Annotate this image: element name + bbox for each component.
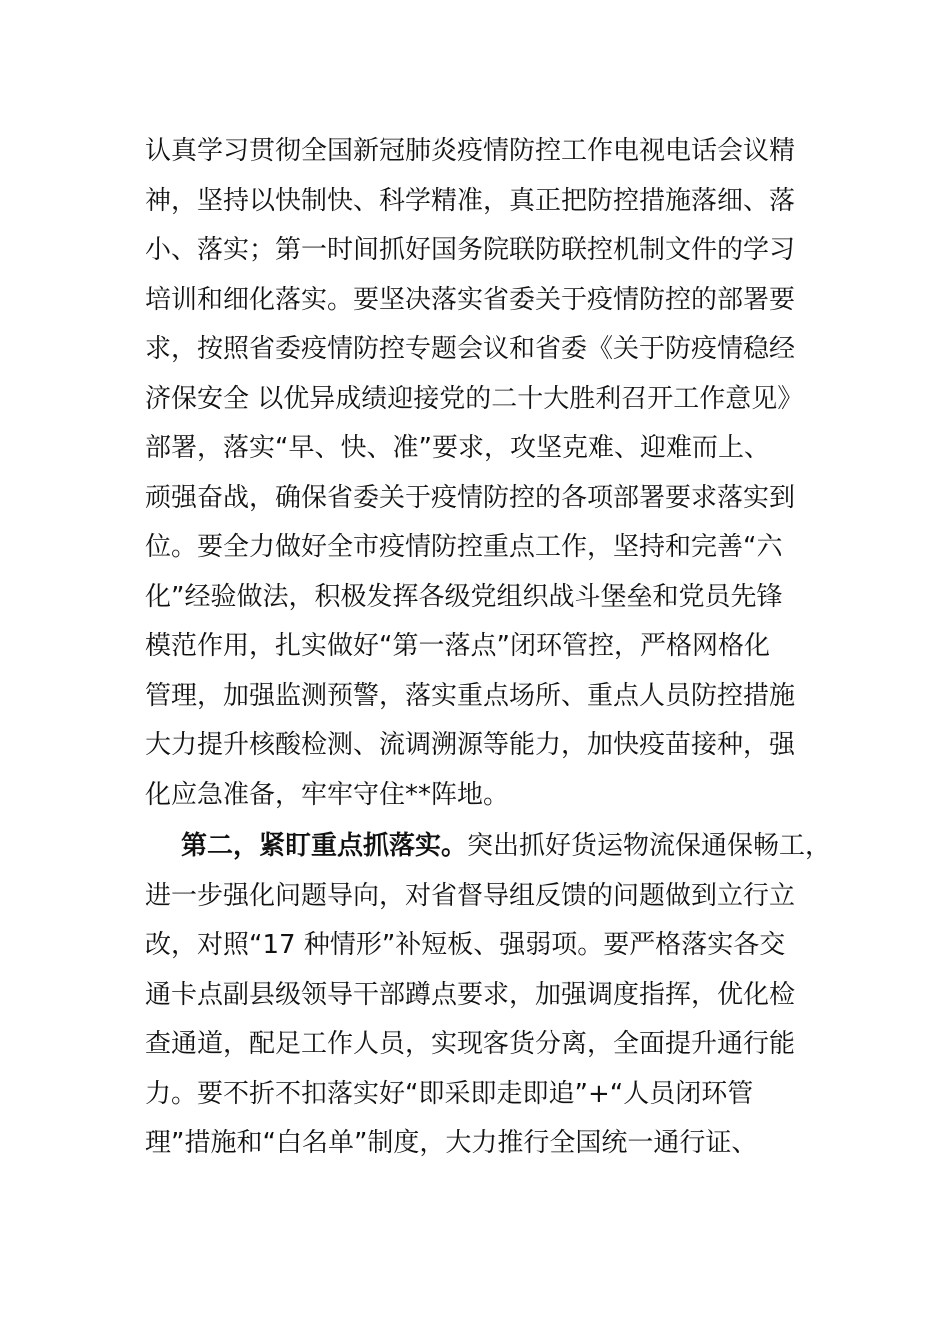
paragraph-1-line: 培训和细化落实。要坚决落实省委关于疫情防控的部署要: [145, 284, 796, 315]
paragraph-1-line: 大力提升核酸检测、流调溯源等能力，加快疫苗接种，强: [145, 730, 796, 760]
paragraph-1-line: 化”经验做法，积极发挥各级党组织战斗堡垒和党员先锋: [145, 581, 783, 612]
paragraph-1-line: 济保安全 以优异成绩迎接党的二十大胜利召开工作意见》: [145, 383, 804, 414]
paragraph-2-line: 理”措施和“白名单”制度，大力推行全国统一通行证、: [145, 1128, 758, 1158]
paragraph-1-line: 求，按照省委疫情防控专题会议和省委《关于防疫情稳经: [145, 334, 796, 364]
paragraph-2-heading: 第二，紧盯重点抓落实。: [181, 831, 468, 861]
paragraph-1-line: 部署，落实“早、快、准”要求，攻坚克难、迎难而上、: [145, 433, 770, 463]
paragraph-2-first-line: [145, 822, 832, 872]
paragraph-1-line: 认真学习贯彻全国新冠肺炎疫情防控工作电视电话会议精: [145, 136, 796, 166]
paragraph-2-first-line-text: 突出抓好货运物流保通保畅工，: [467, 831, 832, 861]
paragraph-1-line: 顽强奋战，确保省委关于疫情防控的各项部署要求落实到: [145, 482, 796, 513]
paragraph-2: [145, 822, 832, 1169]
paragraph-2-line: 通卡点副县级领导干部蹲点要求，加强调度指挥，优化检: [145, 979, 796, 1010]
paragraph-1-line: 化应急准备，牢牢守住**阵地。: [145, 779, 510, 810]
paragraph-2-line: 改，对照“17 种情形”补短板、强弱项。要严格落实各交: [145, 930, 786, 960]
paragraph-1-line: 神，坚持以快制快、科学精准，真正把防控措施落细、落: [145, 185, 796, 216]
paragraph-1-line: 位。要全力做好全市疫情防控重点工作，坚持和完善“六: [145, 532, 783, 562]
paragraph-1-line: 管理，加强监测预警，落实重点场所、重点人员防控措施: [145, 680, 796, 711]
paragraph-1: [145, 127, 825, 820]
paragraph-2-line: 查通道，配足工作人员，实现客货分离，全面提升通行能: [145, 1029, 796, 1059]
paragraph-2-line: 力。要不折不扣落实好“即采即走即追”+“人员闭环管: [145, 1078, 754, 1109]
paragraph-1-line: 模范作用，扎实做好“第一落点”闭环管控，严格网格化: [145, 631, 770, 661]
paragraph-1-line: 小、落实；第一时间抓好国务院联防联控机制文件的学习: [145, 235, 796, 265]
paragraph-2-line: 进一步强化问题导向，对省督导组反馈的问题做到立行立: [145, 880, 796, 911]
